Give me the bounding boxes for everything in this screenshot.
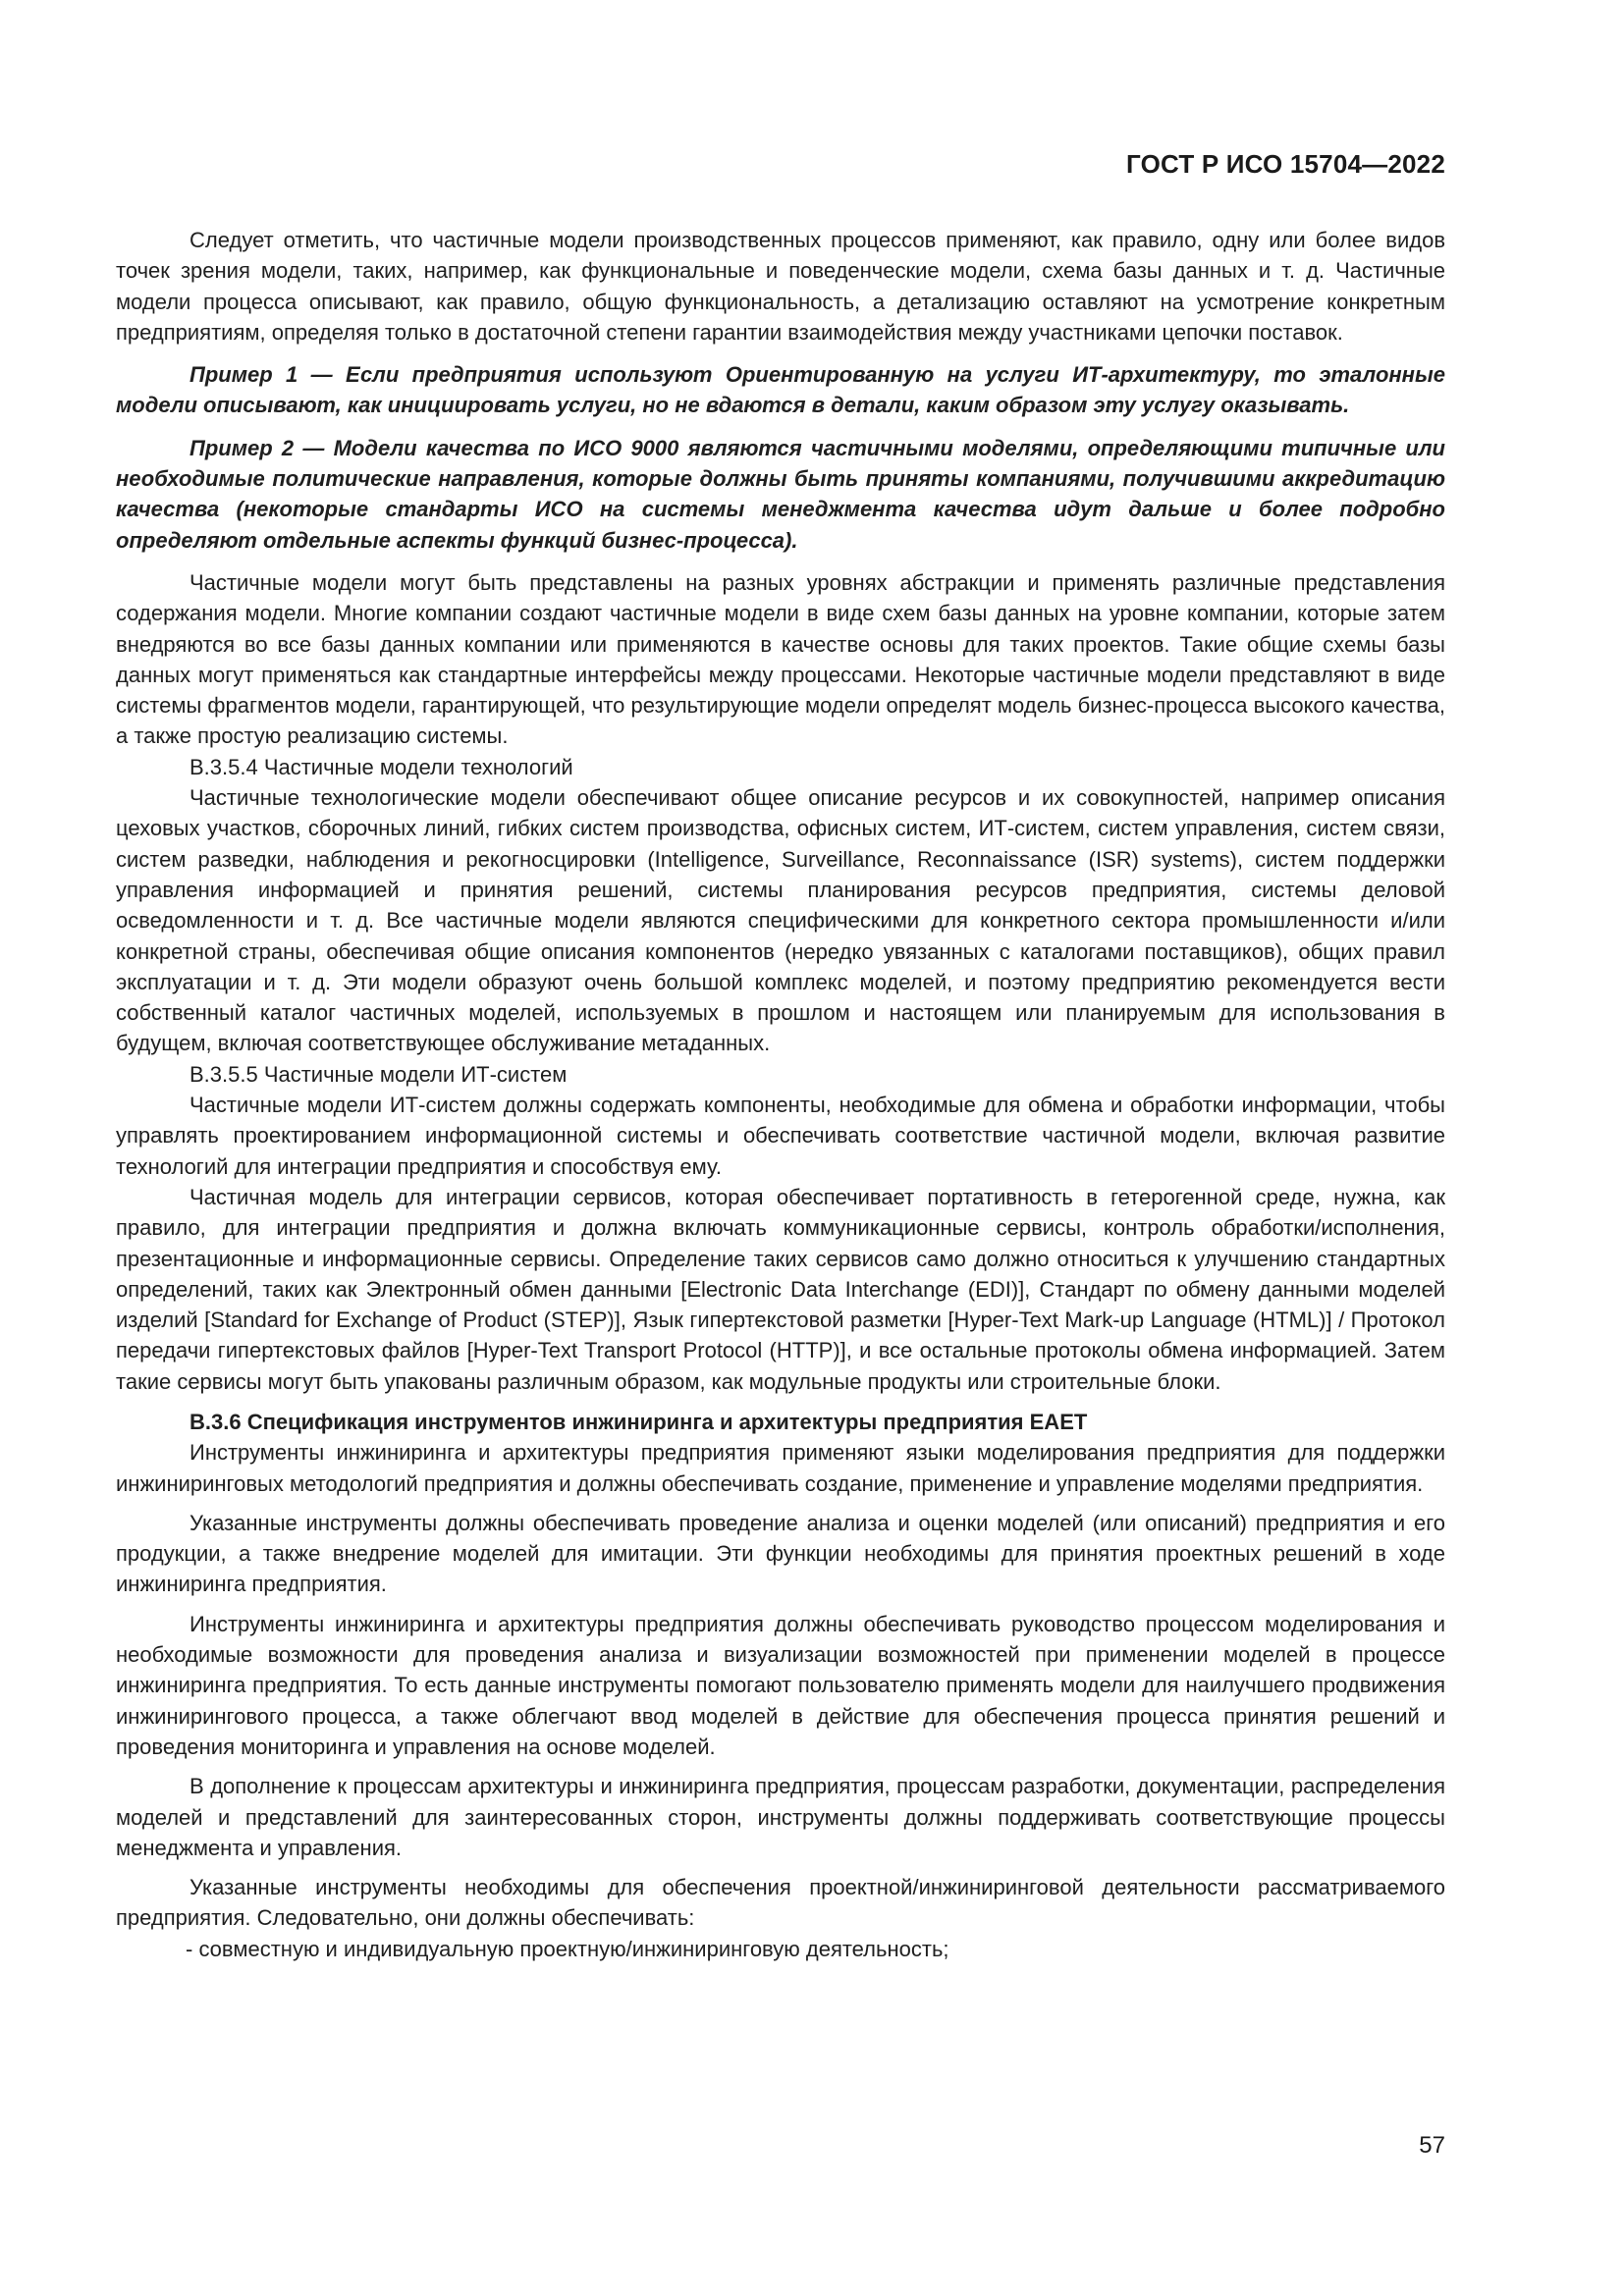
section-heading-b354: В.3.5.4 Частичные модели технологий bbox=[189, 754, 573, 779]
section-heading-b36: В.3.6 Спецификация инструментов инжиниринга и архитектуры предприятия EAET bbox=[189, 1409, 1088, 1434]
page-number: 57 bbox=[1419, 2132, 1445, 2159]
paragraph-partial-process-models: Следует отметить, что частичные модели производственных процессов применяют, как правило, одну или более видов точек зрения модели, таких, например, как функциональные и поведенческие модели, схема базы данных и т. д. Частичные модели процесса описывают, как правило, общую функциональность, а детализацию оставляют на усмотрение конкретным предприятиям, определяя только в достаточной степени гарантии взаимодействия между участниками цепочки поставок. bbox=[116, 228, 1445, 345]
paragraph-design-activities: Указанные инструменты необходимы для обеспечения проектной/инжиниринговой деятельности рассматриваемого предприятия. Следовательно, они должны обеспечивать: bbox=[116, 1875, 1445, 1931]
example-2: Пример 2 — Модели качества по ИСО 9000 являются частичными моделями, определяющими типичные или необходимые политические направления, которые должны быть приняты компаниями, получившими аккредитацию качества (некоторые стандарты ИСО на системы менеджмента качества идут дальше и более подробно определяют отдельные аспекты функций бизнес-процесса). bbox=[116, 435, 1445, 553]
document-body bbox=[116, 225, 1445, 1964]
paragraph-technology-models: Частичные технологические модели обеспечивают общее описание ресурсов и их совокупностей, например описания цеховых участков, сборочных линий, гибких систем производства, офисных систем, ИТ-систем, систем управления, систем связи, систем разведки, наблюдения и рекогносцировки (Intelligence, Surveillance, Reconnaissance (ISR) systems), систем поддержки управления информацией и принятия решений, системы планирования ресурсов предприятия, системы деловой осведомленности и т. д. Все частичные модели являются специфическими для конкретного сектора промышленности и/или конкретной страны, обеспечивая общие описания компонентов (нередко увязанных с каталогами поставщиков), общих правил эксплуатации и т. д. Эти модели образуют очень большой комплекс моделей, и поэтому предприятию рекомендуется вести собственный каталог частичных моделей, используемых в прошлом и настоящем или планируемым для использования в будущем, включая соответствующее обслуживание метаданных. bbox=[116, 785, 1445, 1056]
list-item: - совместную и индивидуальную проектную/инжиниринговую деятельность; bbox=[186, 1936, 949, 1961]
paragraph-modelling-guidance: Инструменты инжиниринга и архитектуры предприятия должны обеспечивать руководство процессом моделирования и необходимые возможности для проведения анализа и визуализации возможностей при применении моделей в процессе инжиниринга предприятия. То есть данные инструменты помогают пользователю применять модели для наилучшего продвижения инжинирингового процесса, а также облегчают ввод моделей в действие для обеспечения процесса принятия решений и проведения мониторинга и управления на основе моделей. bbox=[116, 1611, 1445, 1759]
standard-header: ГОСТ Р ИСО 15704—2022 bbox=[1125, 149, 1445, 179]
paragraph-abstraction-levels: Частичные модели могут быть представлены на разных уровнях абстракции и применять различные представления содержания модели. Многие компании создают частичные модели в виде схем базы данных на уровне компании, которые затем внедряются во все базы данных компании или применяются в качестве основы для таких проектов. Такие общие схемы базы данных могут применяться как стандартные интерфейсы между процессами. Некоторые частичные модели представляют в виде системы фрагментов модели, гарантирующей, что результирующие модели определят модель бизнес-процесса высокого качества, а также простую реализацию системы. bbox=[116, 569, 1445, 749]
section-heading-b355: В.3.5.5 Частичные модели ИТ-систем bbox=[189, 1061, 568, 1087]
paragraph-management-processes: В дополнение к процессам архитектуры и инжиниринга предприятия, процессам разработки, документации, распределения моделей и представлений для заинтересованных сторон, инструменты должны поддерживать соответствующие процессы менеджмента и управления. bbox=[116, 1774, 1445, 1860]
paragraph-analysis-evaluation: Указанные инструменты должны обеспечивать проведение анализа и оценки моделей (или описаний) предприятия и его продукции, а также внедрение моделей для имитации. Эти функции необходимы для принятия проектных решений в ходе инжиниринга предприятия. bbox=[116, 1510, 1445, 1597]
example-1: Пример 1 — Если предприятия используют Ориентированную на услуги ИТ-архитектуру, то эталонные модели описывают, как инициировать услуги, но не вдаются в детали, каким образом эту услугу оказывать. bbox=[116, 362, 1445, 418]
paragraph-it-system-models: Частичные модели ИТ-систем должны содержать компоненты, необходимые для обмена и обработки информации, чтобы управлять проектированием информационной системы и обеспечивать соответствие частичной модели, включая развитие технологий для интеграции предприятия и способствуя ему. bbox=[116, 1093, 1445, 1179]
paragraph-service-integration: Частичная модель для интеграции сервисов, которая обеспечивает портативность в гетерогенной среде, нужна, как правило, для интеграции предприятия и должна включать коммуникационные сервисы, контроль обработки/исполнения, презентационные и информационные сервисы. Определение таких сервисов само должно относиться к улучшению стандартных определений, таких как Электронный обмен данными [Electronic Data Interchange (EDI)], Стандарт по обмену данными моделей изделий [Standard for Exchange of Product (STEP)], Язык гипертекстовой разметки [Hyper-Text Mark-up Language (HTML)] / Протокол передачи гипертекстовых файлов [Hyper-Text Transport Protocol (HTTP)], и все остальные протоколы обмена информацией. Затем такие сервисы могут быть упакованы различным образом, как модульные продукты или строительные блоки. bbox=[116, 1184, 1445, 1394]
paragraph-eaet-tools: Инструменты инжиниринга и архитектуры предприятия применяют языки моделирования предприятия для поддержки инжиниринговых методологий предприятия и должны обеспечивать создание, применение и управление моделями предприятия. bbox=[116, 1440, 1445, 1496]
